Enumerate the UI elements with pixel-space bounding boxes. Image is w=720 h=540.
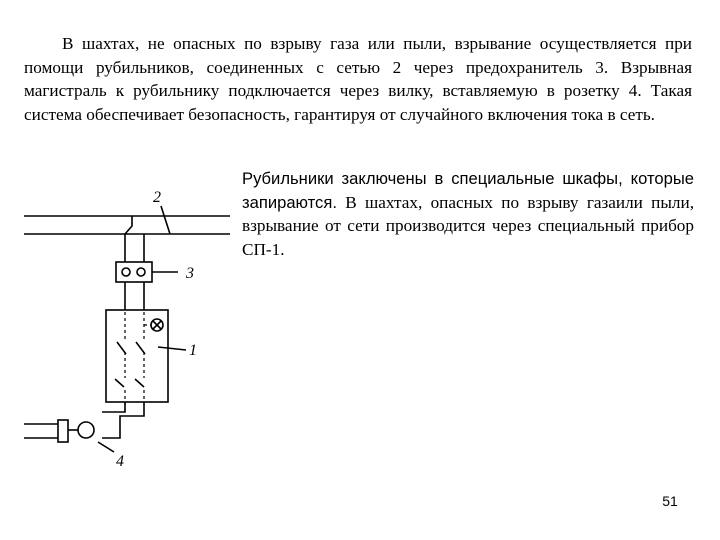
wire-out-lower <box>102 402 144 438</box>
intro-paragraph: В шахтах, не опасных по взрыву газа или пыли, взрывание осуществляется при помощи рубильников, соединенных с сетью 2 через предохранитель 3. Взрывная магистраль к рубильнику подключается через вилку, вставляемую в розетку 4. Такая система обеспечивает безопасность, гарантируя от случайного включения тока в сеть. <box>24 34 692 124</box>
leader-2 <box>161 206 170 234</box>
wire-out-upper <box>102 402 125 412</box>
leader-1 <box>158 347 186 350</box>
label-2: 2 <box>153 189 161 206</box>
switch-blade-right <box>136 342 145 354</box>
cabinet-text-serif: В шахтах, опасных по взрыву газаили пыли, взрывание от сети производится через специальный прибор СП-1. <box>242 192 694 259</box>
cabinet-text-sans: Рубильники заключены в специальные шкафы, которые запираются. <box>242 169 694 212</box>
page-number: 51 <box>662 493 678 509</box>
tap-wire-left <box>125 216 132 262</box>
label-3: 3 <box>186 265 194 282</box>
fuse-terminal-right <box>137 268 145 276</box>
cabinet-paragraph <box>242 167 694 261</box>
switch-blade-left <box>117 342 126 354</box>
label-4: 4 <box>116 453 124 470</box>
fuse-terminal-left <box>122 268 130 276</box>
label-1: 1 <box>189 342 197 359</box>
socket <box>78 422 94 438</box>
blasting-circuit-diagram <box>20 180 235 475</box>
leader-4 <box>98 442 114 452</box>
plug <box>58 420 68 442</box>
